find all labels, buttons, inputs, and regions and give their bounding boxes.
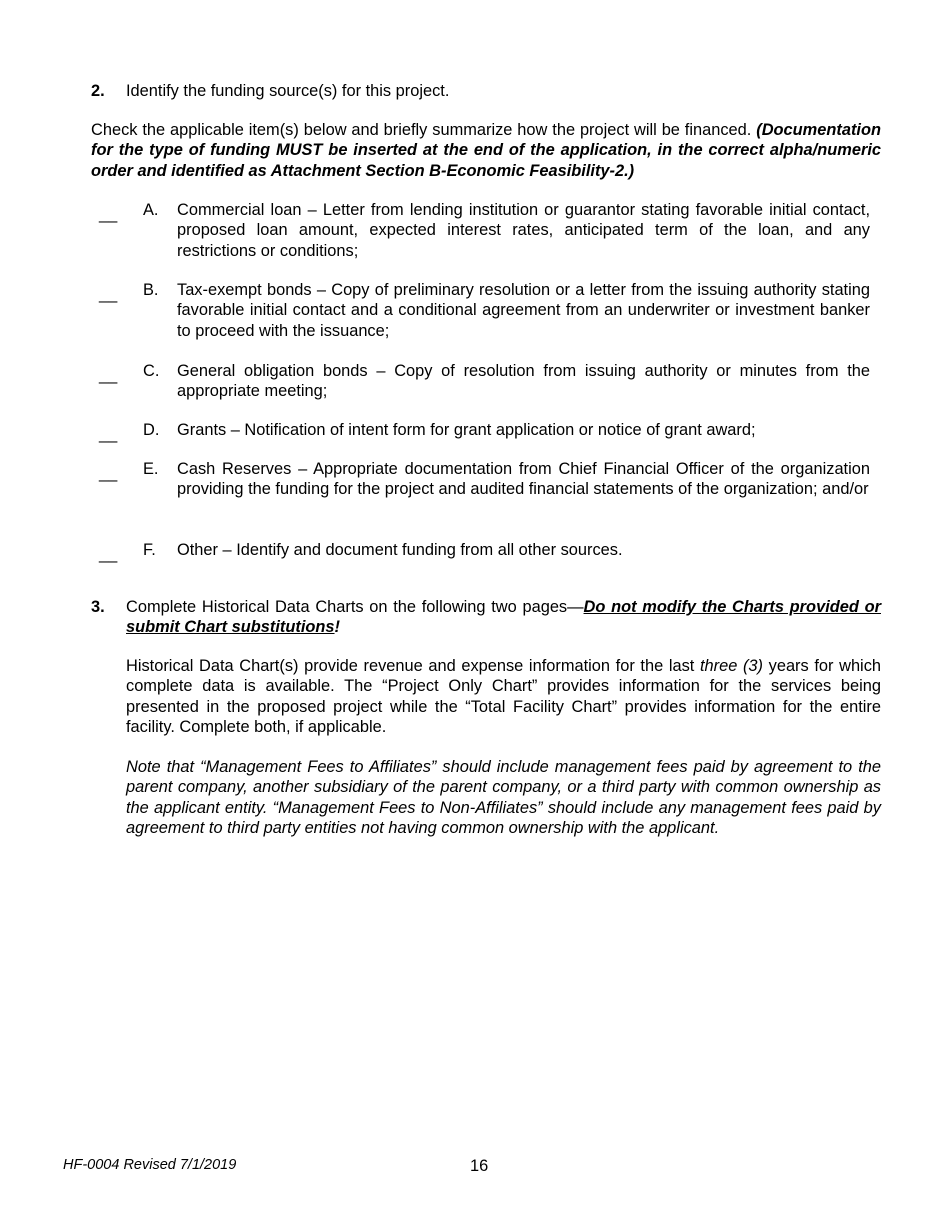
section-3-heading-emphasis: Do not modify the Charts provided or submit Chart substitutions [126,598,881,637]
item-text-d: Grants – Notification of intent form for grant application or notice of grant award; [177,421,756,439]
item-letter-e: E. [143,460,159,478]
paragraph-start: Historical Data Chart(s) provide revenue and expense information for the last [126,657,700,675]
item-text-a: Commercial loan – Letter from lending institution or guarantor stating favorable initial contact, proposed loan amount, expected interest rates, anticipated term of the loan, and any restrictions or conditions; [177,201,870,260]
item-text-c: General obligation bonds – Copy of resolution from issuing authority or minutes from the appropriate meeting; [177,362,870,401]
footer-page-number: 16 [470,1157,489,1175]
section-3-heading [126,597,881,638]
item-text-f: Other – Identify and document funding from all other sources. [177,541,623,559]
checkbox-blank-b[interactable]: __ [99,285,118,303]
section-3-number: 3. [91,598,105,616]
checkbox-blank-e[interactable]: __ [99,464,118,482]
checkbox-blank-c[interactable]: __ [99,366,118,384]
item-letter-b: B. [143,281,159,299]
checkbox-blank-a[interactable]: __ [99,205,118,223]
instruction-text: Check the applicable item(s) below and briefly summarize how the project will be financed. [91,121,752,139]
section-3-note: Note that “Management Fees to Affiliates” should include management fees paid by agreement to the parent company, another subsidiary of the parent company, or a third party with common ownership as the applicant entity. “Management Fees to Non-Affiliates” should include any management fees paid by agreement to third party entities not having common ownership with the applicant. [126,758,881,837]
section-3-paragraph [126,656,881,737]
checkbox-blank-d[interactable]: __ [99,425,118,443]
item-letter-d: D. [143,421,160,439]
instruction-emphasis: (Documentation for the type of funding MUST be inserted at the end of the application, in the correct alpha/numeric order and identified as Attachment Section B-Economic Feasibility-2.) [91,121,881,180]
section-2-number: 2. [91,82,105,100]
item-letter-f: F. [143,541,156,559]
section-2-instructions [91,120,881,181]
section-3-heading-text: Complete Historical Data Charts on the following two pages— [126,598,584,616]
checkbox-blank-f[interactable]: __ [99,545,118,563]
item-text-b: Tax-exempt bonds – Copy of preliminary resolution or a letter from the issuing authority stating favorable initial contact and a conditional agreement from an underwriter or investment banker to proceed with the issuance; [177,281,870,340]
paragraph-end: years for which complete data is available. The “Project Only Chart” provides information for the services being presented in the proposed project while the “Total Facility Chart” provides information for the entire facility. Complete both, if applicable. [126,657,882,736]
item-letter-c: C. [143,362,160,380]
footer-form-id: HF-0004 Revised 7/1/2019 [63,1157,237,1173]
paragraph-italic: three (3) [699,657,763,675]
section-2-heading: Identify the funding source(s) for this project. [126,82,450,100]
item-text-e: Cash Reserves – Appropriate documentation from Chief Financial Officer of the organization providing the funding for the project and audited financial statements of the organization; and/or [177,460,870,499]
item-letter-a: A. [143,201,159,219]
section-3-heading-end: ! [334,618,340,637]
